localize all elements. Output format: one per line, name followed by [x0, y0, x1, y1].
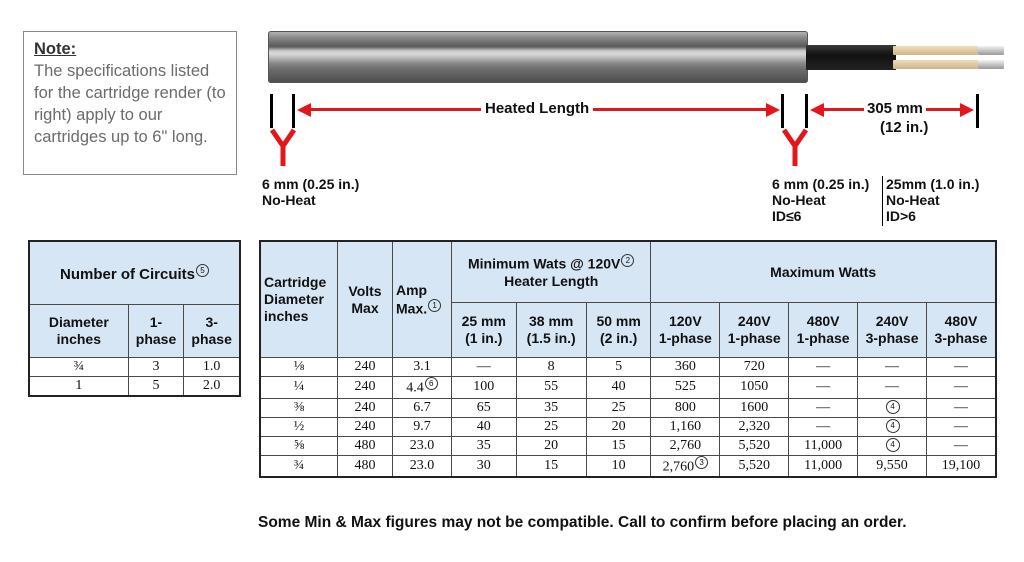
note-title: Note: — [34, 40, 77, 58]
cell-a: 9.7 — [393, 417, 452, 436]
cell-m25: 35 — [452, 436, 517, 455]
cell-w480: — — [789, 417, 858, 436]
cell-v: 240 — [338, 417, 393, 436]
header-min-50mm: 50 mm (2 in.) — [586, 303, 651, 358]
cell-m38: 8 — [516, 358, 586, 377]
cell-w240: 1050 — [720, 377, 789, 399]
cell-w480: 11,000 — [789, 455, 858, 477]
circuits-title: Number of Circuits 5 — [29, 241, 240, 305]
cell-w240_3 — [858, 436, 927, 455]
right-no-heat-a-label: No-Heat — [772, 192, 826, 208]
cell-w240: 2,320 — [720, 417, 789, 436]
header-maximum-watts: Maximum Watts — [651, 241, 996, 303]
header-minimum-watts: Minimum Wats @ 120V 2 Heater Length — [452, 241, 651, 303]
header-min-38mm: 38 mm (1.5 in.) — [516, 303, 586, 358]
cell-m50: 40 — [586, 377, 651, 399]
cell-w240: 5,520 — [720, 436, 789, 455]
dimension-bar-left-outer — [270, 94, 273, 128]
cell-w240_3 — [858, 417, 927, 436]
dimension-bar-right-b — [805, 94, 808, 128]
cell-d: ⅝ — [260, 436, 338, 455]
cell-m25: 40 — [452, 417, 517, 436]
table-row — [260, 398, 996, 417]
cell-d: ⅛ — [260, 358, 338, 377]
lead-length-arrow-right — [960, 103, 974, 117]
lead-length-inches: (12 in.) — [880, 119, 929, 136]
table-row — [260, 455, 996, 477]
cell-v: 480 — [338, 455, 393, 477]
cell-a: 23.0 — [393, 436, 452, 455]
compatibility-footer-note: Some Min & Max figures may not be compatible. Call to confirm before placing an order. — [258, 514, 907, 531]
cell-w240_3: 9,550 — [858, 455, 927, 477]
cell-d: ½ — [260, 417, 338, 436]
cell-m50: 5 — [586, 358, 651, 377]
header-amp-max: Amp Max. 1 — [393, 241, 452, 358]
cell: 3 — [128, 358, 184, 377]
cartridge-heater-body — [268, 31, 808, 83]
cell-m25: 100 — [452, 377, 517, 399]
cell-a: 23.0 — [393, 455, 452, 477]
cell-m38: 25 — [516, 417, 586, 436]
dimension-bar-lead-end — [976, 94, 979, 128]
cell-w120: 2,760 3 — [651, 455, 720, 477]
footnote-marker: 3 — [695, 456, 708, 469]
circuits-header-diameter: Diameter inches — [29, 305, 128, 358]
cell-a: 4.4 6 — [393, 377, 452, 399]
cell-m38: 15 — [516, 455, 586, 477]
cell-w480_3: 19,100 — [927, 455, 997, 477]
cell-m25: 30 — [452, 455, 517, 477]
dimension-bar-right-a — [781, 94, 784, 128]
right-no-heat-b-condition: ID>6 — [886, 208, 916, 224]
header-max-120v-1ph: 120V 1-phase — [651, 303, 720, 358]
cell-w480_3: — — [927, 436, 997, 455]
table-row — [29, 377, 240, 397]
heated-length-arrow-left — [297, 103, 311, 117]
cell-a: 3.1 — [393, 358, 452, 377]
table-row — [260, 436, 996, 455]
table-row — [260, 358, 996, 377]
cell: 2.0 — [184, 377, 240, 397]
cell-m25: 65 — [452, 398, 517, 417]
dimension-bar-left-inner — [292, 94, 295, 128]
cell-w120: 2,760 — [651, 436, 720, 455]
cell-m50: 25 — [586, 398, 651, 417]
right-no-heat-b-label: No-Heat — [886, 192, 940, 208]
cell-w480: — — [789, 358, 858, 377]
note-text: The specifications listed for the cartridge render (to right) apply to our cartridges up to 6" long. — [34, 62, 226, 146]
cell-v: 240 — [338, 398, 393, 417]
cell-w120: 525 — [651, 377, 720, 399]
table-row — [260, 377, 996, 399]
right-no-heat-a-condition: ID≤6 — [772, 208, 802, 224]
cell-w240: 5,520 — [720, 455, 789, 477]
cell-d: ¼ — [260, 377, 338, 399]
cell-w120: 360 — [651, 358, 720, 377]
table-row — [29, 358, 240, 377]
circuits-header-3phase: 3-phase — [184, 305, 240, 358]
specification-table — [259, 240, 997, 478]
left-no-heat-label: No-Heat — [262, 192, 316, 208]
cell-w480: — — [789, 377, 858, 399]
cell-w240_3 — [858, 398, 927, 417]
table-row — [260, 417, 996, 436]
cell-w120: 1,160 — [651, 417, 720, 436]
header-cartridge-diameter: Cartridge Diameter inches — [260, 241, 338, 358]
heated-length-label: Heated Length — [481, 100, 593, 117]
right-no-heat-a-size: 6 mm (0.25 in.) — [772, 176, 870, 192]
cell: 5 — [128, 377, 184, 397]
cell-m38: 20 — [516, 436, 586, 455]
header-min-25mm: 25 mm (1 in.) — [452, 303, 517, 358]
cell-w480_3: — — [927, 358, 997, 377]
cell-v: 480 — [338, 436, 393, 455]
cell-m50: 15 — [586, 436, 651, 455]
cell-m25: — — [452, 358, 517, 377]
left-no-heat-size: 6 mm (0.25 in.) — [262, 176, 360, 192]
cell-m50: 10 — [586, 455, 651, 477]
footnote-marker: 4 — [886, 400, 900, 414]
cell-a: 6.7 — [393, 398, 452, 417]
cell-w240: 720 — [720, 358, 789, 377]
note-box — [23, 31, 237, 175]
cell-w240_3: — — [858, 377, 927, 399]
cell-m38: 35 — [516, 398, 586, 417]
cell-d: ¾ — [260, 455, 338, 477]
footnote-marker: 6 — [425, 377, 438, 390]
heated-length-arrow-right — [766, 103, 780, 117]
right-no-heat-pointer-icon — [780, 128, 810, 168]
header-volts-max: Volts Max — [338, 241, 393, 358]
cell-w480: 11,000 — [789, 436, 858, 455]
lead-sheath — [806, 45, 896, 70]
no-heat-divider — [882, 176, 883, 226]
circuits-header-1phase: 1-phase — [128, 305, 184, 358]
header-max-240v-1ph: 240V 1-phase — [720, 303, 789, 358]
header-max-240v-3ph: 240V 3-phase — [858, 303, 927, 358]
lead-wire-upper-tip — [978, 46, 1004, 55]
cell-w480_3: — — [927, 377, 997, 399]
cell-v: 240 — [338, 377, 393, 399]
cell-m50: 20 — [586, 417, 651, 436]
cell-w480_3: — — [927, 417, 997, 436]
lead-wire-lower-tip — [978, 60, 1004, 69]
left-no-heat-pointer-icon — [268, 128, 298, 168]
cell-v: 240 — [338, 358, 393, 377]
cell: ¾ — [29, 358, 128, 377]
lead-wire-upper — [893, 46, 978, 55]
cell-d: ⅜ — [260, 398, 338, 417]
header-max-480v-1ph: 480V 1-phase — [789, 303, 858, 358]
lead-length-label: 305 mm — [864, 100, 926, 117]
cell-w480: — — [789, 398, 858, 417]
cell-m38: 55 — [516, 377, 586, 399]
footnote-marker: 4 — [886, 419, 900, 433]
cell: 1.0 — [184, 358, 240, 377]
right-no-heat-b-size: 25mm (1.0 in.) — [886, 176, 980, 192]
cell-w240_3: — — [858, 358, 927, 377]
lead-wire-lower — [893, 60, 978, 69]
cell-w240: 1600 — [720, 398, 789, 417]
circuits-table — [28, 240, 241, 397]
header-max-480v-3ph: 480V 3-phase — [927, 303, 997, 358]
cell: 1 — [29, 377, 128, 397]
cell-w120: 800 — [651, 398, 720, 417]
footnote-marker: 4 — [886, 438, 900, 452]
cell-w480_3: — — [927, 398, 997, 417]
